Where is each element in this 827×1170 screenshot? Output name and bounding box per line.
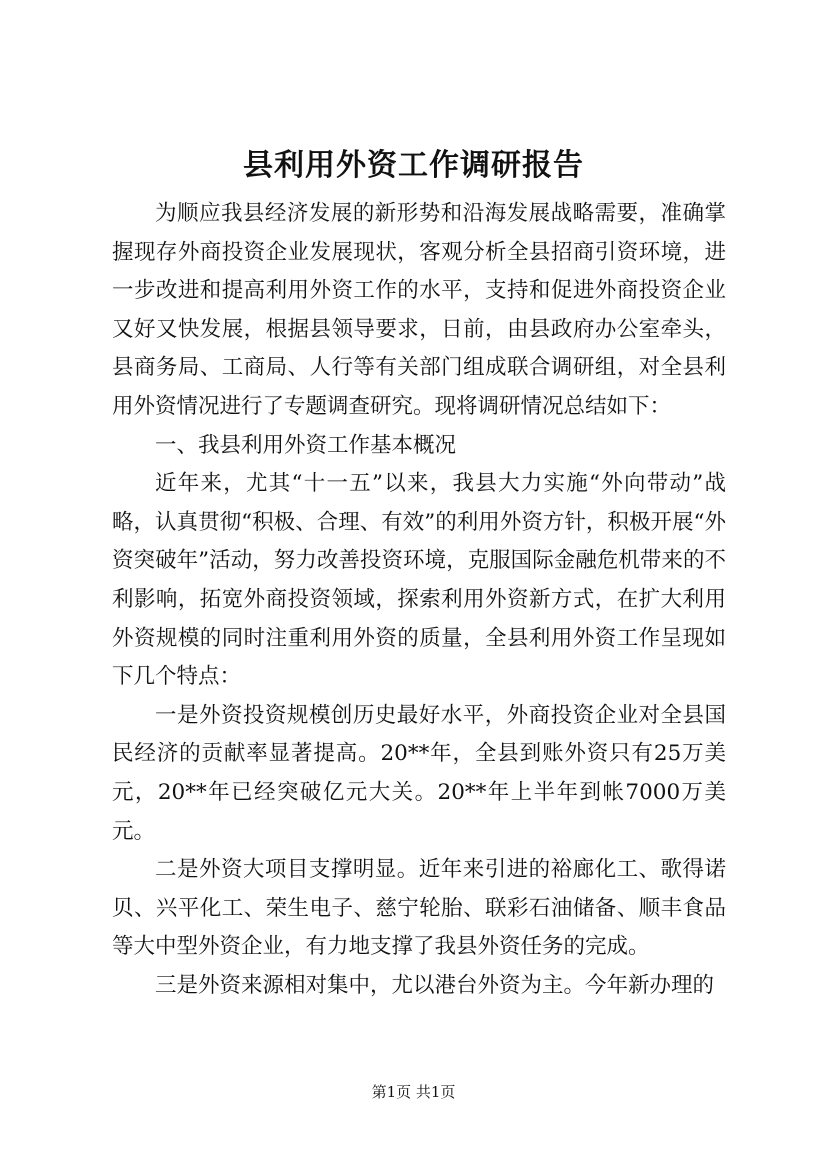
paragraph-point-3: 三是外资来源相对集中，尤以港台外资为主。今年新办理的 bbox=[155, 972, 715, 998]
document-title: 县利用外资工作调研报告 bbox=[243, 148, 584, 183]
paragraph-point-2: 二是外资大项目支撑明显。近年来引进的裕廊化工、歌得诺贝、兴平化工、荣生电子、慈宁轮胎、联彩石油储备、顺丰食品等大中型外资企业，有力地支撑了我县外资任务的完成。 bbox=[112, 857, 726, 960]
paragraph-intro: 为顺应我县经济发展的新形势和沿海发展战略需要，准确掌握现存外商投资企业发展现状，客观分析全县招商引资环境，进一步改进和提高利用外资工作的水平，支持和促进外商投资企业又好又快发展，根据县领导要求，日前，由县政府办公室牵头，县商务局、工商局、人行等有关部门组成联合调研组，对全县利用外资情况进行了专题调查研究。现将调研情况总结如下： bbox=[112, 201, 726, 419]
page-footer: 第1页 共1页 bbox=[371, 1083, 456, 1101]
section-heading: 一、我县利用外资工作基本概况 bbox=[155, 432, 457, 458]
paragraph-point-1: 一是外资投资规模创历史最好水平，外商投资企业对全县国民经济的贡献率显著提高。20**年，全县到账外资只有25万美元，20**年已经突破亿元大关。20**年上半年到帐7000万美元。 bbox=[112, 702, 726, 844]
paragraph-overview: 近年来，尤其“十一五”以来，我县大力实施“外向带动”战略，认真贯彻“积极、合理、有效”的利用外资方针，积极开展“外资突破年”活动，努力改善投资环境，克服国际金融危机带来的不利影响，拓宽外商投资领域，探索利用外资新方式，在扩大利用外资规模的同时注重利用外资的质量，全县利用外资工作呈现如下几个特点： bbox=[112, 471, 726, 690]
document-body bbox=[112, 195, 726, 1005]
